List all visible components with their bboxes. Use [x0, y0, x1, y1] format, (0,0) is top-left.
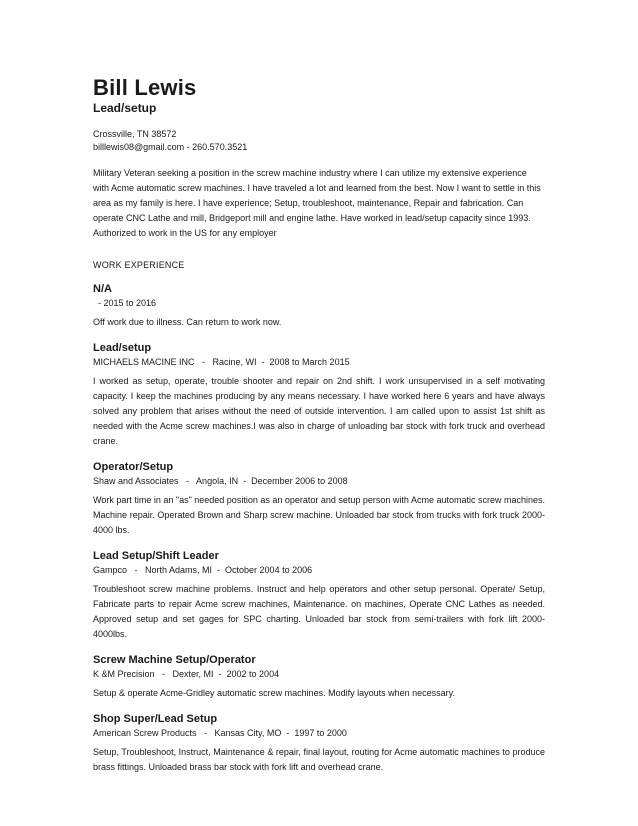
candidate-name: Bill Lewis [93, 75, 197, 100]
candidate-headline: Lead/setup [93, 101, 157, 115]
job-title: N/A [93, 283, 112, 295]
resume-page [93, 76, 545, 775]
job-meta: Shaw and Associates - Angola, IN - December 2006 to 2008 [93, 476, 348, 486]
job-entry [93, 341, 545, 449]
job-entry [93, 653, 545, 701]
job-meta: American Screw Products - Kansas City, MO - 1997 to 2000 [93, 728, 347, 738]
job-description: Setup, Troubleshoot, Instruct, Maintenance & repair, final layout, routing for Acme automatic machines to produce brass fittings. Unloaded brass bar stock with fork lift and overhead crane. [93, 747, 545, 772]
job-meta: - 2015 to 2016 [98, 298, 157, 308]
job-entry [93, 712, 545, 775]
job-entry [93, 282, 545, 330]
contact-info: billlewis08@gmail.com - 260.570.3521 [93, 142, 248, 152]
job-description: Setup & operate Acme-Gridley automatic screw machines. Modify layouts when necessary. [93, 688, 455, 698]
job-meta: K &M Precision - Dexter, MI - 2002 to 2004 [93, 669, 280, 679]
job-meta: Gampco - North Adams, MI - October 2004 to 2006 [93, 565, 313, 575]
section-title-work-experience: WORK EXPERIENCE [93, 260, 185, 270]
job-title: Lead Setup/Shift Leader [93, 550, 219, 562]
address: Crossville, TN 38572 [93, 129, 177, 139]
job-title: Lead/setup [93, 342, 152, 354]
job-description: I worked as setup, operate, trouble shooter and repair on 2nd shift. I work unsupervised in a self motivating capacity. I keep the machines producing by any means necessary. I have worked here 6 years and have always solved any problem that arises without the need of outside intervention. I am called upon to assist 1st shift as needed with the Acme screw machines.I was also in charge of unloading bar stock with fork truck and overhead crane. [93, 376, 545, 446]
job-entry [93, 549, 545, 642]
job-title: Operator/Setup [93, 461, 174, 473]
job-description: Troubleshoot screw machine problems. Instruct and help operators and other setup personal. Operate/ Setup, Fabricate parts to repair Acme screw machines, Maintenance. on machines, Operate CNC Lathes as needed. Approved setup and set gages for SPC charting. Unloaded bar stock from semi-trailers with fork lift 2000-4000lbs. [93, 584, 545, 639]
job-description: Off work due to illness. Can return to work now. [93, 317, 282, 327]
job-meta: MICHAELS MACINE INC - Racine, WI - 2008 to March 2015 [93, 357, 350, 367]
job-description: Work part time in an "as" needed position as an operator and setup person with Acme automatic screw machines. Machine repair. Operated Brown and Sharp screw machine. Unloaded bar stock from trucks with fork truck 2000-4000 lbs. [93, 495, 545, 535]
summary: Military Veteran seeking a position in the screw machine industry where I can utilize my extensive experience with Acme automatic screw machines. I have traveled a lot and learned from the best. Now I want to settle in this area as my family is here. I have experience; Setup, troubleshoot, maintenance, Repair and fabrication. Can operate CNC Lathe and mill, Bridgeport mill and engine lathe. Have worked in lead/setup capacity since 1993. Authorized to work in the US for any employer [93, 168, 541, 238]
job-entry [93, 460, 545, 538]
job-title: Screw Machine Setup/Operator [93, 654, 256, 666]
job-title: Shop Super/Lead Setup [93, 713, 218, 725]
